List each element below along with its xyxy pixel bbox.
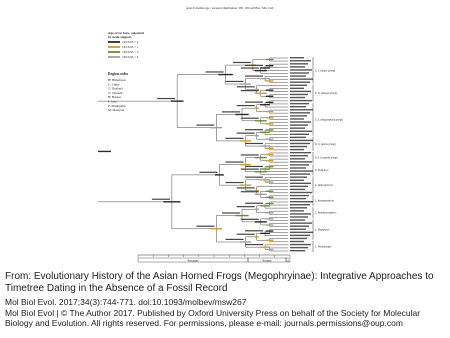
caption-copyright: Mol Biol Evol | © The Author 2017. Published by Oxford University Press on behalf of the Society for Molecular Biology and Evolution. All rights reserved. For permissions, please e-mail: journals.permissions@oup.com bbox=[5, 308, 421, 328]
tip-label-glyph bbox=[290, 180, 304, 181]
node-annotation bbox=[152, 199, 170, 200]
tip-label-glyph bbox=[290, 127, 305, 128]
tip-label-glyph bbox=[290, 149, 304, 150]
node-annotation bbox=[245, 75, 263, 76]
tip-label-glyph bbox=[290, 155, 308, 156]
node-annotation bbox=[245, 166, 263, 167]
tip-label-glyph bbox=[290, 78, 313, 79]
region-code: P: Philippines bbox=[108, 103, 126, 108]
clade-label: X. G. (parva group) bbox=[315, 142, 336, 146]
node-annotation bbox=[245, 203, 263, 204]
legend-label: ≥95/0.95 × 2 bbox=[122, 40, 139, 44]
node-annotation bbox=[241, 219, 259, 220]
node-annotation bbox=[241, 169, 259, 170]
tip-label-glyph bbox=[290, 72, 309, 73]
tip-label-glyph bbox=[290, 173, 310, 174]
legend-label: ≥95/0.95 × 3 bbox=[122, 50, 139, 54]
node-annotation bbox=[226, 138, 244, 139]
tip-label-glyph bbox=[290, 250, 305, 251]
timetree-svg bbox=[98, 3, 351, 265]
figure-header: node #: median age / ancestral distribution / HL / ID LANNA / MG CAT bbox=[186, 6, 274, 10]
tip-label-glyph bbox=[290, 198, 306, 199]
tip-label-glyph bbox=[290, 210, 304, 211]
tip-label-glyph bbox=[290, 229, 306, 230]
tip-label-glyph bbox=[290, 238, 307, 239]
node-annotation bbox=[226, 239, 244, 240]
tip-label-glyph bbox=[290, 94, 308, 95]
tip-label-glyph bbox=[290, 57, 304, 58]
tip-label-glyph bbox=[290, 201, 313, 202]
tip-label-glyph bbox=[290, 121, 311, 122]
node-annotation bbox=[233, 62, 251, 63]
node-annotation bbox=[157, 98, 175, 99]
legend-label: ≥95/0.95 × 1 bbox=[122, 45, 139, 49]
region-code: T: Thailand bbox=[108, 86, 123, 91]
tip-label-glyph bbox=[290, 100, 312, 101]
node-annotation bbox=[196, 226, 214, 227]
tip-label-glyph bbox=[290, 91, 311, 92]
node-annotation bbox=[245, 65, 263, 66]
tip-label-glyph bbox=[290, 137, 306, 138]
node-annotation bbox=[196, 124, 214, 125]
tip-label-glyph bbox=[290, 69, 312, 70]
tip-label-glyph bbox=[290, 213, 311, 214]
clade-label: X. Pumphrys bbox=[315, 168, 329, 172]
region-codes bbox=[108, 78, 127, 112]
legend-title-2: by node support bbox=[108, 35, 132, 39]
clade-label: L. Pelobatoides bbox=[315, 245, 332, 249]
region-code: M: Malaysia bbox=[108, 108, 125, 113]
caption-citation: Mol Biol Evol. 2017;34(3):744-771. doi:10.1093/molbev/msw267 bbox=[5, 297, 247, 307]
node-annotation bbox=[206, 71, 224, 72]
tip-label-glyph bbox=[290, 192, 312, 193]
tip-label-glyph bbox=[290, 235, 310, 236]
node-annotation bbox=[245, 177, 263, 178]
node-annotation bbox=[199, 172, 217, 173]
node-annotation bbox=[245, 230, 263, 231]
tip-label-glyph bbox=[290, 75, 306, 76]
node-annotation bbox=[245, 244, 263, 245]
tip-label-glyph bbox=[290, 85, 307, 86]
region-title: Region codes bbox=[108, 72, 129, 76]
legend bbox=[108, 40, 139, 59]
tip-label-glyph bbox=[290, 195, 309, 196]
clade-label: L. Megophrys bbox=[315, 228, 330, 232]
tip-label-glyph bbox=[290, 134, 309, 135]
node-annotation bbox=[241, 191, 259, 192]
tip-label-glyph bbox=[290, 103, 309, 104]
epoch-label: Neogene bbox=[262, 259, 272, 263]
tip-label-glyph bbox=[290, 115, 307, 116]
tip-label-glyph bbox=[290, 66, 305, 67]
tip-label-glyph bbox=[290, 158, 305, 159]
clade-label: L. Brachytarsophrys bbox=[315, 211, 337, 215]
tip-label-glyph bbox=[290, 244, 311, 245]
tip-label-glyph bbox=[290, 189, 305, 190]
caption-title: From: Evolutionary History of the Asian Horned Frogs (Megophryinae): Integrative Approaches to Timetree Dating in the Absence of a Fossil Record bbox=[5, 271, 434, 294]
tip-labels bbox=[290, 57, 313, 251]
region-code: V: Vietnam bbox=[108, 90, 123, 95]
node-annotation bbox=[237, 86, 255, 87]
node-annotation bbox=[245, 102, 263, 103]
tip-label-glyph bbox=[290, 106, 306, 107]
tip-label-glyph bbox=[290, 109, 313, 110]
figure-caption bbox=[5, 271, 445, 328]
tip-label-glyph bbox=[290, 219, 305, 220]
tip-label-glyph bbox=[290, 207, 307, 208]
tip-label-glyph bbox=[290, 63, 308, 64]
legend-title: Age error bars, coloured bbox=[108, 31, 144, 35]
node-annotation bbox=[237, 187, 255, 188]
tip-label-glyph bbox=[290, 112, 310, 113]
node-annotation bbox=[241, 67, 259, 68]
region-code: C: China bbox=[108, 82, 120, 87]
tip-label-glyph bbox=[290, 186, 308, 187]
tip-label-glyph bbox=[290, 146, 307, 147]
tip-label-glyph bbox=[290, 170, 313, 171]
tip-label-glyph bbox=[290, 241, 304, 242]
time-axis bbox=[138, 255, 290, 262]
tip-label-glyph bbox=[290, 140, 313, 141]
node-annotation bbox=[245, 129, 263, 130]
node-annotation bbox=[237, 133, 255, 134]
legend-label: ≥95/0.95 × 4 bbox=[122, 55, 139, 59]
tip-label-glyph bbox=[290, 204, 310, 205]
tip-label-glyph bbox=[290, 152, 311, 153]
epoch-label: Q bbox=[287, 259, 289, 263]
clade-label: X. K. (lekagul group) bbox=[315, 92, 338, 96]
tip-label-glyph bbox=[290, 82, 310, 83]
node-annotation bbox=[226, 81, 244, 82]
tip-label-glyph bbox=[290, 216, 308, 217]
node-annotation bbox=[226, 161, 244, 162]
node-annotation bbox=[237, 206, 255, 207]
clade-label: X. T. (major group) bbox=[315, 69, 336, 73]
region-code: B: Borneo bbox=[108, 95, 122, 100]
clade-label: X. S. (carpenti group) bbox=[315, 156, 338, 160]
node-annotation bbox=[237, 105, 255, 106]
tip-label-glyph bbox=[290, 161, 312, 162]
tip-label-glyph bbox=[290, 247, 308, 248]
tip-label-glyph bbox=[290, 131, 312, 132]
node-annotation bbox=[241, 154, 259, 155]
tip-label-glyph bbox=[290, 167, 306, 168]
node-annotation bbox=[241, 118, 259, 119]
node-annotation bbox=[241, 90, 259, 91]
node-annotation bbox=[222, 111, 240, 112]
node-annotation bbox=[222, 212, 240, 213]
phylogeny-figure bbox=[98, 3, 351, 265]
tip-label-glyph bbox=[290, 88, 304, 89]
region-code: H: Himalayas bbox=[108, 78, 126, 82]
tip-label-glyph bbox=[290, 118, 304, 119]
tip-label-glyph bbox=[290, 143, 310, 144]
tip-label-glyph bbox=[290, 183, 311, 184]
clade-label: L. Ophryophryne bbox=[315, 184, 333, 188]
node-annotation bbox=[226, 182, 244, 183]
tip-label-glyph bbox=[290, 232, 313, 233]
node-annotation bbox=[245, 143, 263, 144]
tip-label-glyph bbox=[290, 97, 305, 98]
tip-label-glyph bbox=[290, 222, 312, 223]
clade-brackets bbox=[313, 57, 343, 252]
tip-label-glyph bbox=[290, 225, 309, 226]
node-annotation bbox=[237, 234, 255, 235]
tip-label-glyph bbox=[290, 124, 308, 125]
tip-label-glyph bbox=[290, 164, 309, 165]
epoch-label: Paleogene bbox=[187, 259, 199, 263]
tip-label-glyph bbox=[290, 176, 307, 177]
node-labels bbox=[98, 62, 263, 245]
region-code: J: Java bbox=[108, 99, 117, 104]
clade-label: X. T. (megacephala group) bbox=[315, 118, 343, 122]
clade-label: L. Atympanophrys bbox=[315, 199, 334, 203]
tip-label-glyph bbox=[290, 60, 311, 61]
